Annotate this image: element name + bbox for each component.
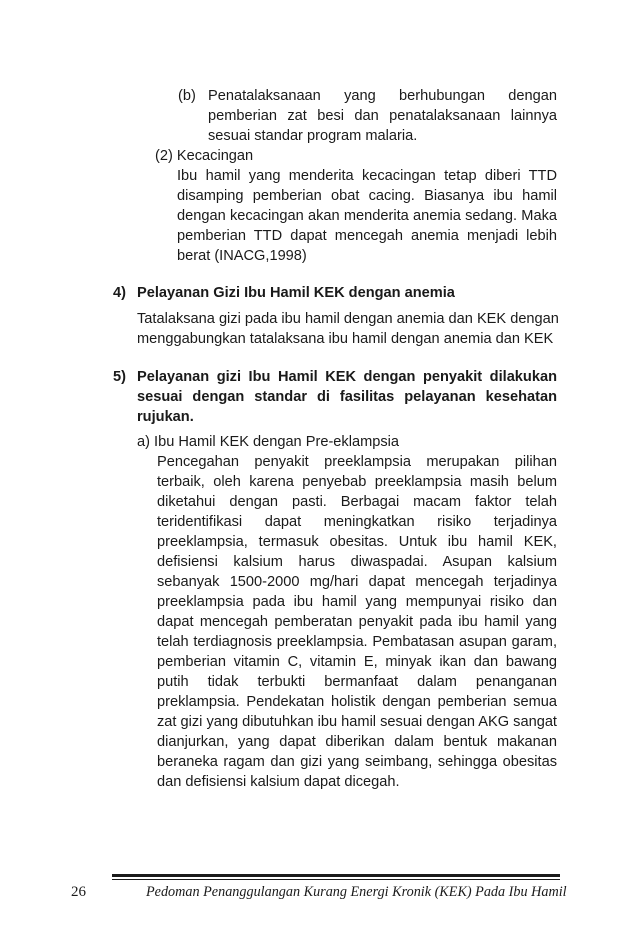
page-number: 26 (71, 884, 86, 900)
footer-rule-thin (112, 879, 560, 880)
item-a-line-5: preeklampsia, termasuk obesitas. Untuk ibu hamil KEK, (157, 534, 557, 550)
section-5-heading-line-2: sesuai dengan standar di fasilitas pelayanan kesehatan (137, 389, 557, 405)
item-a-line-8: preeklampsia pada ibu hamil yang mempunyai risiko dan (157, 594, 557, 610)
section-4-line-1: Tatalaksana gizi pada ibu hamil dengan anemia dan KEK dengan (137, 311, 559, 327)
item-b-line-3: sesuai standar program malaria. (208, 128, 418, 144)
item-2-line-2: disamping pemberian obat cacing. Biasanya ibu hamil (177, 188, 557, 204)
item-b-marker: (b) (178, 88, 196, 104)
item-a-line-1: Pencegahan penyakit preeklampsia merupakan pilihan (157, 454, 557, 470)
item-a-line-13: preklampsia. Pendekatan holistik dengan pemberian semua (157, 694, 557, 710)
item-a-line-15: dianjurkan, yang dapat diberikan dalam bentuk makanan (157, 734, 557, 750)
item-a-line-9: dapat mencegah pemberatan penyakit pada ibu hamil yang (157, 614, 557, 630)
item-2-line-5: berat (INACG,1998) (177, 248, 307, 264)
section-4-line-2: menggabungkan tatalaksana ibu hamil dengan anemia dan KEK (137, 331, 554, 347)
section-5-heading-line-1: Pelayanan gizi Ibu Hamil KEK dengan penyakit dilakukan (137, 369, 557, 385)
item-a-line-11: pemberian vitamin C, vitamin E, minyak ikan dan bawang (157, 654, 557, 670)
section-4-heading: Pelayanan Gizi Ibu Hamil KEK dengan anemia (137, 285, 455, 301)
item-a-line-17: dan defisiensi kalsium dapat dicegah. (157, 774, 400, 790)
item-a-line-16: beraneka ragam dan gizi yang seimbang, sehingga obesitas (157, 754, 557, 770)
footer-rule (112, 874, 560, 877)
running-title: Pedoman Penanggulangan Kurang Energi Kronik (KEK) Pada Ibu Hamil (146, 884, 567, 900)
item-a-line-6: defisiensi kalsium harus diwaspadai. Asupan kalsium (157, 554, 557, 570)
item-2-heading: (2) Kecacingan (155, 148, 254, 164)
item-a-line-2: terbaik, oleh karena penyebab preeklampsia masih belum (157, 474, 557, 490)
item-a-line-12: putih tidak terbukti bermanfaat dalam penanganan (157, 674, 557, 690)
item-a-line-10: telah terdiagnosis preeklampsia. Pembatasan asupan garam, (157, 634, 557, 650)
item-b-line-2: pemberian zat besi dan penatalaksanaan lainnya (208, 108, 557, 124)
section-5-marker: 5) (113, 369, 126, 385)
item-a-line-4: teridentifikasi dapat meningkatkan risiko terjadinya (157, 514, 557, 530)
item-2-line-4: pemberian TTD dapat mencegah anemia menjadi lebih (177, 228, 557, 244)
item-a-line-14: zat gizi yang dibutuhkan ibu hamil sesuai dengan AKG sangat (157, 714, 557, 730)
item-a-line-3: diketahui dengan pasti. Berbagai macam faktor telah (157, 494, 557, 510)
item-2-line-3: dengan kecacingan akan menderita anemia sedang. Maka (177, 208, 557, 224)
section-5-heading-line-3: rujukan. (137, 409, 194, 425)
section-4-marker: 4) (113, 285, 126, 301)
item-2-line-1: Ibu hamil yang menderita kecacingan tetap diberi TTD (177, 168, 557, 184)
item-a-heading: a) Ibu Hamil KEK dengan Pre-eklampsia (137, 434, 400, 450)
item-b-line-1: Penatalaksanaan yang berhubungan dengan (208, 88, 557, 104)
item-a-line-7: sebanyak 1500-2000 mg/hari dapat mencegah terjadinya (157, 574, 557, 590)
